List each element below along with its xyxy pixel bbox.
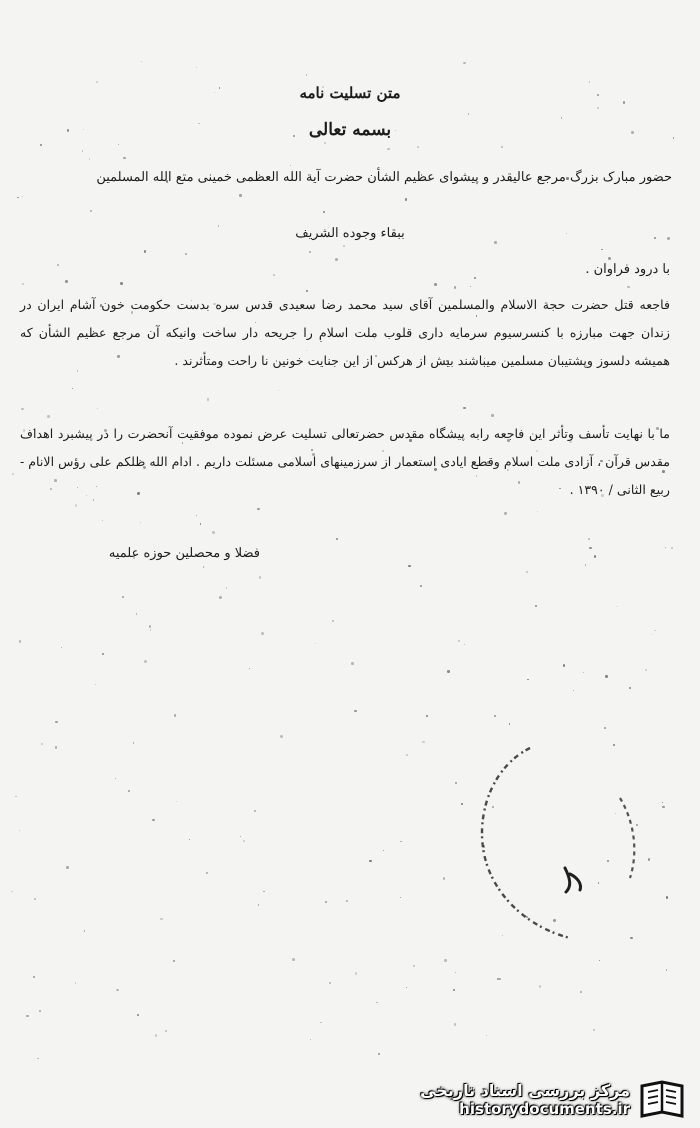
scan-speck — [447, 670, 449, 672]
scan-speck — [259, 576, 261, 578]
scan-speck — [96, 81, 98, 83]
greeting-line: با درود فراوان . — [585, 262, 670, 277]
scan-speck — [263, 891, 264, 892]
scan-speck — [207, 398, 209, 400]
scan-speck — [55, 746, 57, 748]
scan-speck — [336, 538, 338, 540]
scan-speck — [290, 165, 291, 166]
scan-speck — [589, 547, 591, 549]
scan-speck — [249, 668, 251, 670]
scan-speck — [335, 258, 338, 261]
scan-speck — [12, 473, 14, 475]
scan-speck — [61, 647, 62, 648]
scan-speck — [325, 901, 327, 903]
scan-speck — [585, 564, 587, 566]
scan-speck — [355, 972, 358, 975]
scan-speck — [526, 571, 528, 573]
scan-speck — [535, 605, 536, 606]
scan-speck — [22, 196, 23, 197]
scan-speck — [254, 810, 256, 812]
scan-speck — [458, 640, 461, 643]
scan-speck — [583, 672, 584, 673]
scan-speck — [464, 644, 465, 645]
scan-speck — [504, 512, 506, 514]
scan-speck — [196, 67, 197, 68]
scan-speck — [652, 634, 653, 635]
body-paragraph-1: فاجعه قتل حضرت حجة الاسلام والمسلمین آقای سید محمد رضا سعیدی قدس سره بدست حکومت خون آشام ایران در زندان جهت مبارزه با کنسرسیوم سرمایه داری قلوب ملت اسلام را جریحه دار ساخت وانیکه آن مرجع عظیم الشأن که همیشه دلسوز وپشتیبان مسلمین میباشند بیش از هرکس از این جنایت خونین نا راحت ومتأثرند . — [20, 297, 670, 368]
scan-speck — [405, 198, 407, 200]
scan-speck — [226, 587, 228, 589]
scan-speck — [37, 1058, 39, 1060]
scan-speck — [144, 250, 146, 252]
scan-speck — [34, 898, 36, 900]
scan-speck — [306, 74, 307, 75]
scan-speck — [115, 778, 116, 779]
scan-speck — [408, 565, 410, 567]
scan-speck — [589, 81, 590, 82]
scan-speck — [55, 721, 58, 724]
scan-speck — [261, 632, 264, 635]
scan-speck — [309, 251, 311, 253]
scan-speck — [354, 710, 356, 712]
scan-speck — [601, 249, 602, 250]
scan-speck — [17, 197, 19, 199]
scan-speck — [671, 547, 674, 550]
scan-speck — [310, 1039, 311, 1040]
watermark-name: مرکز بررسی اسناد تاریخی — [420, 1081, 630, 1100]
scan-speck — [165, 1030, 168, 1033]
scan-speck — [203, 566, 205, 568]
scan-speck — [654, 630, 656, 632]
scan-speck — [11, 891, 12, 892]
scan-speck — [426, 715, 429, 718]
scan-speck — [75, 504, 78, 507]
scan-speck — [461, 803, 463, 805]
scan-speck — [422, 741, 424, 743]
scan-speck — [662, 806, 664, 808]
scan-speck — [501, 146, 503, 148]
scan-speck — [240, 836, 241, 837]
scan-speck — [160, 918, 162, 920]
scan-speck — [155, 1034, 158, 1037]
scan-speck — [258, 904, 260, 906]
scan-speck — [455, 782, 457, 784]
scan-speck — [494, 715, 496, 717]
scan-speck — [137, 1014, 139, 1016]
scan-speck — [539, 985, 542, 988]
scan-speck — [122, 596, 124, 598]
document-title: متن تسلیت نامه — [299, 84, 401, 102]
seal-stamp — [470, 728, 660, 948]
scan-speck — [65, 280, 67, 282]
scan-speck — [152, 819, 154, 821]
scan-speck — [292, 958, 295, 961]
scan-speck — [494, 241, 497, 244]
scan-speck — [95, 684, 96, 685]
scan-speck — [444, 959, 446, 961]
watermark-url: historydocuments.ir — [459, 1100, 630, 1118]
scan-speck — [509, 723, 510, 724]
signature-line: فضلا و محصلین حوزه علمیه — [108, 546, 260, 561]
scan-speck — [593, 1029, 595, 1031]
scan-speck — [116, 989, 118, 991]
scan-speck — [173, 960, 175, 962]
scan-speck — [383, 850, 384, 851]
scan-speck — [90, 210, 92, 212]
scan-speck — [454, 1023, 456, 1025]
scan-speck — [665, 547, 666, 548]
scan-speck — [561, 117, 563, 119]
scan-speck — [563, 664, 565, 666]
scan-speck — [174, 714, 177, 717]
scan-speck — [378, 1053, 380, 1055]
watermark — [388, 1078, 688, 1122]
scan-speck — [324, 142, 326, 144]
scan-speck — [470, 286, 471, 287]
scan-speck — [463, 62, 466, 65]
scan-speck — [89, 158, 90, 159]
scan-speck — [66, 866, 68, 868]
scan-speck — [15, 796, 16, 797]
scan-speck — [26, 1015, 28, 1017]
scan-speck — [387, 148, 390, 151]
scan-speck — [128, 790, 130, 792]
scan-speck — [617, 606, 618, 607]
scan-speck — [102, 653, 104, 655]
scan-speck — [257, 508, 260, 511]
scan-speck — [443, 877, 446, 880]
scan-speck — [33, 976, 35, 978]
scan-speck — [47, 415, 50, 418]
scan-speck — [666, 896, 668, 898]
scan-speck — [662, 802, 663, 803]
scan-speck — [239, 194, 242, 197]
scan-speck — [150, 629, 152, 631]
scan-speck — [120, 282, 123, 285]
scan-speck — [243, 840, 245, 842]
scan-speck — [22, 283, 24, 285]
scan-speck — [72, 388, 73, 389]
scan-speck — [102, 520, 103, 521]
scan-speck — [273, 274, 275, 276]
scan-speck — [599, 960, 601, 962]
scan-speck — [97, 408, 98, 409]
scan-speck — [133, 742, 135, 744]
scan-speck — [608, 257, 611, 260]
scan-speck — [413, 965, 415, 967]
scan-speck — [629, 687, 631, 689]
scan-speck — [573, 690, 574, 691]
scan-speck — [57, 264, 59, 266]
scan-speck — [176, 801, 177, 802]
scan-speck — [219, 596, 222, 599]
scan-speck — [196, 515, 197, 516]
scan-speck — [454, 286, 456, 288]
scan-speck — [206, 872, 208, 874]
scan-speck — [19, 830, 20, 831]
scan-speck — [315, 643, 317, 645]
scan-speck — [140, 522, 141, 523]
book-logo-icon — [636, 1078, 688, 1122]
scan-speck — [40, 144, 43, 147]
scan-speck — [406, 754, 408, 756]
scan-speck — [346, 900, 348, 902]
scan-speck — [136, 613, 138, 615]
bismillah-heading: بسمه تعالی — [308, 120, 392, 140]
scan-speck — [627, 286, 629, 288]
scan-speck — [400, 841, 401, 842]
scan-speck — [491, 414, 494, 417]
scan-speck — [588, 538, 590, 540]
scan-speck — [376, 1002, 377, 1003]
scan-speck — [420, 585, 422, 587]
scan-speck — [594, 555, 596, 557]
scan-speck — [329, 982, 330, 983]
scan-speck — [39, 1010, 41, 1012]
scan-speck — [417, 146, 419, 148]
scan-speck — [323, 211, 325, 213]
scan-speck — [75, 982, 76, 983]
addressee-line: حضور مبارک بزرگ مرجع عالیقدر و پیشوای عظیم الشأن حضرت آیة الله العظمی خمینی متع الله المسلمین — [96, 170, 672, 185]
scan-speck — [527, 679, 528, 680]
scan-speck — [200, 523, 201, 524]
scan-speck — [468, 113, 469, 114]
scan-speck — [278, 390, 279, 391]
body-paragraph-2: ما با نهایت تأسف وتأثر این فاجعه رابه پیشگاه مقدس حضرتعالی تسلیت عرض نموده موفقیت آنحضرت را در پیشبرد اهداف مقدس قرآن ، آزادی ملت اسلام وقطع ایادی استعمار از سرزمینهای اسلامی مسئلت داریم . ادام الله ظلکم علی رؤس الانام - ربیع الثانی / ۱۳۹۰ . — [20, 426, 670, 497]
scan-speck — [645, 669, 647, 671]
scan-speck — [434, 283, 437, 286]
scan-speck — [453, 989, 455, 991]
scan-speck — [19, 640, 21, 642]
scan-speck — [597, 107, 599, 109]
scan-speck — [141, 61, 142, 62]
scan-speck — [406, 987, 407, 988]
scan-speck — [280, 735, 283, 738]
scan-speck — [212, 531, 215, 534]
scan-speck — [605, 675, 607, 677]
scan-speck — [486, 1035, 487, 1036]
scan-speck — [84, 930, 86, 932]
scan-speck — [400, 897, 401, 898]
scan-speck — [144, 660, 147, 663]
scan-speck — [474, 277, 476, 279]
scan-speck — [351, 662, 354, 665]
addressee-blessing: ببقاء وجوده الشریف — [295, 226, 405, 241]
scan-speck — [369, 860, 372, 863]
scan-speck — [21, 408, 23, 410]
scan-speck — [463, 407, 466, 410]
scan-speck — [537, 511, 539, 513]
scan-speck — [666, 969, 668, 971]
scan-speck — [320, 1022, 321, 1023]
scan-speck — [123, 157, 125, 159]
scan-speck — [455, 972, 456, 973]
scan-speck — [149, 625, 151, 627]
scan-speck — [41, 743, 43, 745]
scan-speck — [343, 245, 345, 247]
scan-speck — [332, 620, 334, 622]
scan-speck — [499, 978, 501, 980]
scan-speck — [580, 991, 582, 993]
scan-speck — [189, 839, 191, 841]
scan-speck — [82, 150, 83, 151]
scan-speck — [118, 144, 119, 145]
scan-speck — [185, 253, 187, 255]
